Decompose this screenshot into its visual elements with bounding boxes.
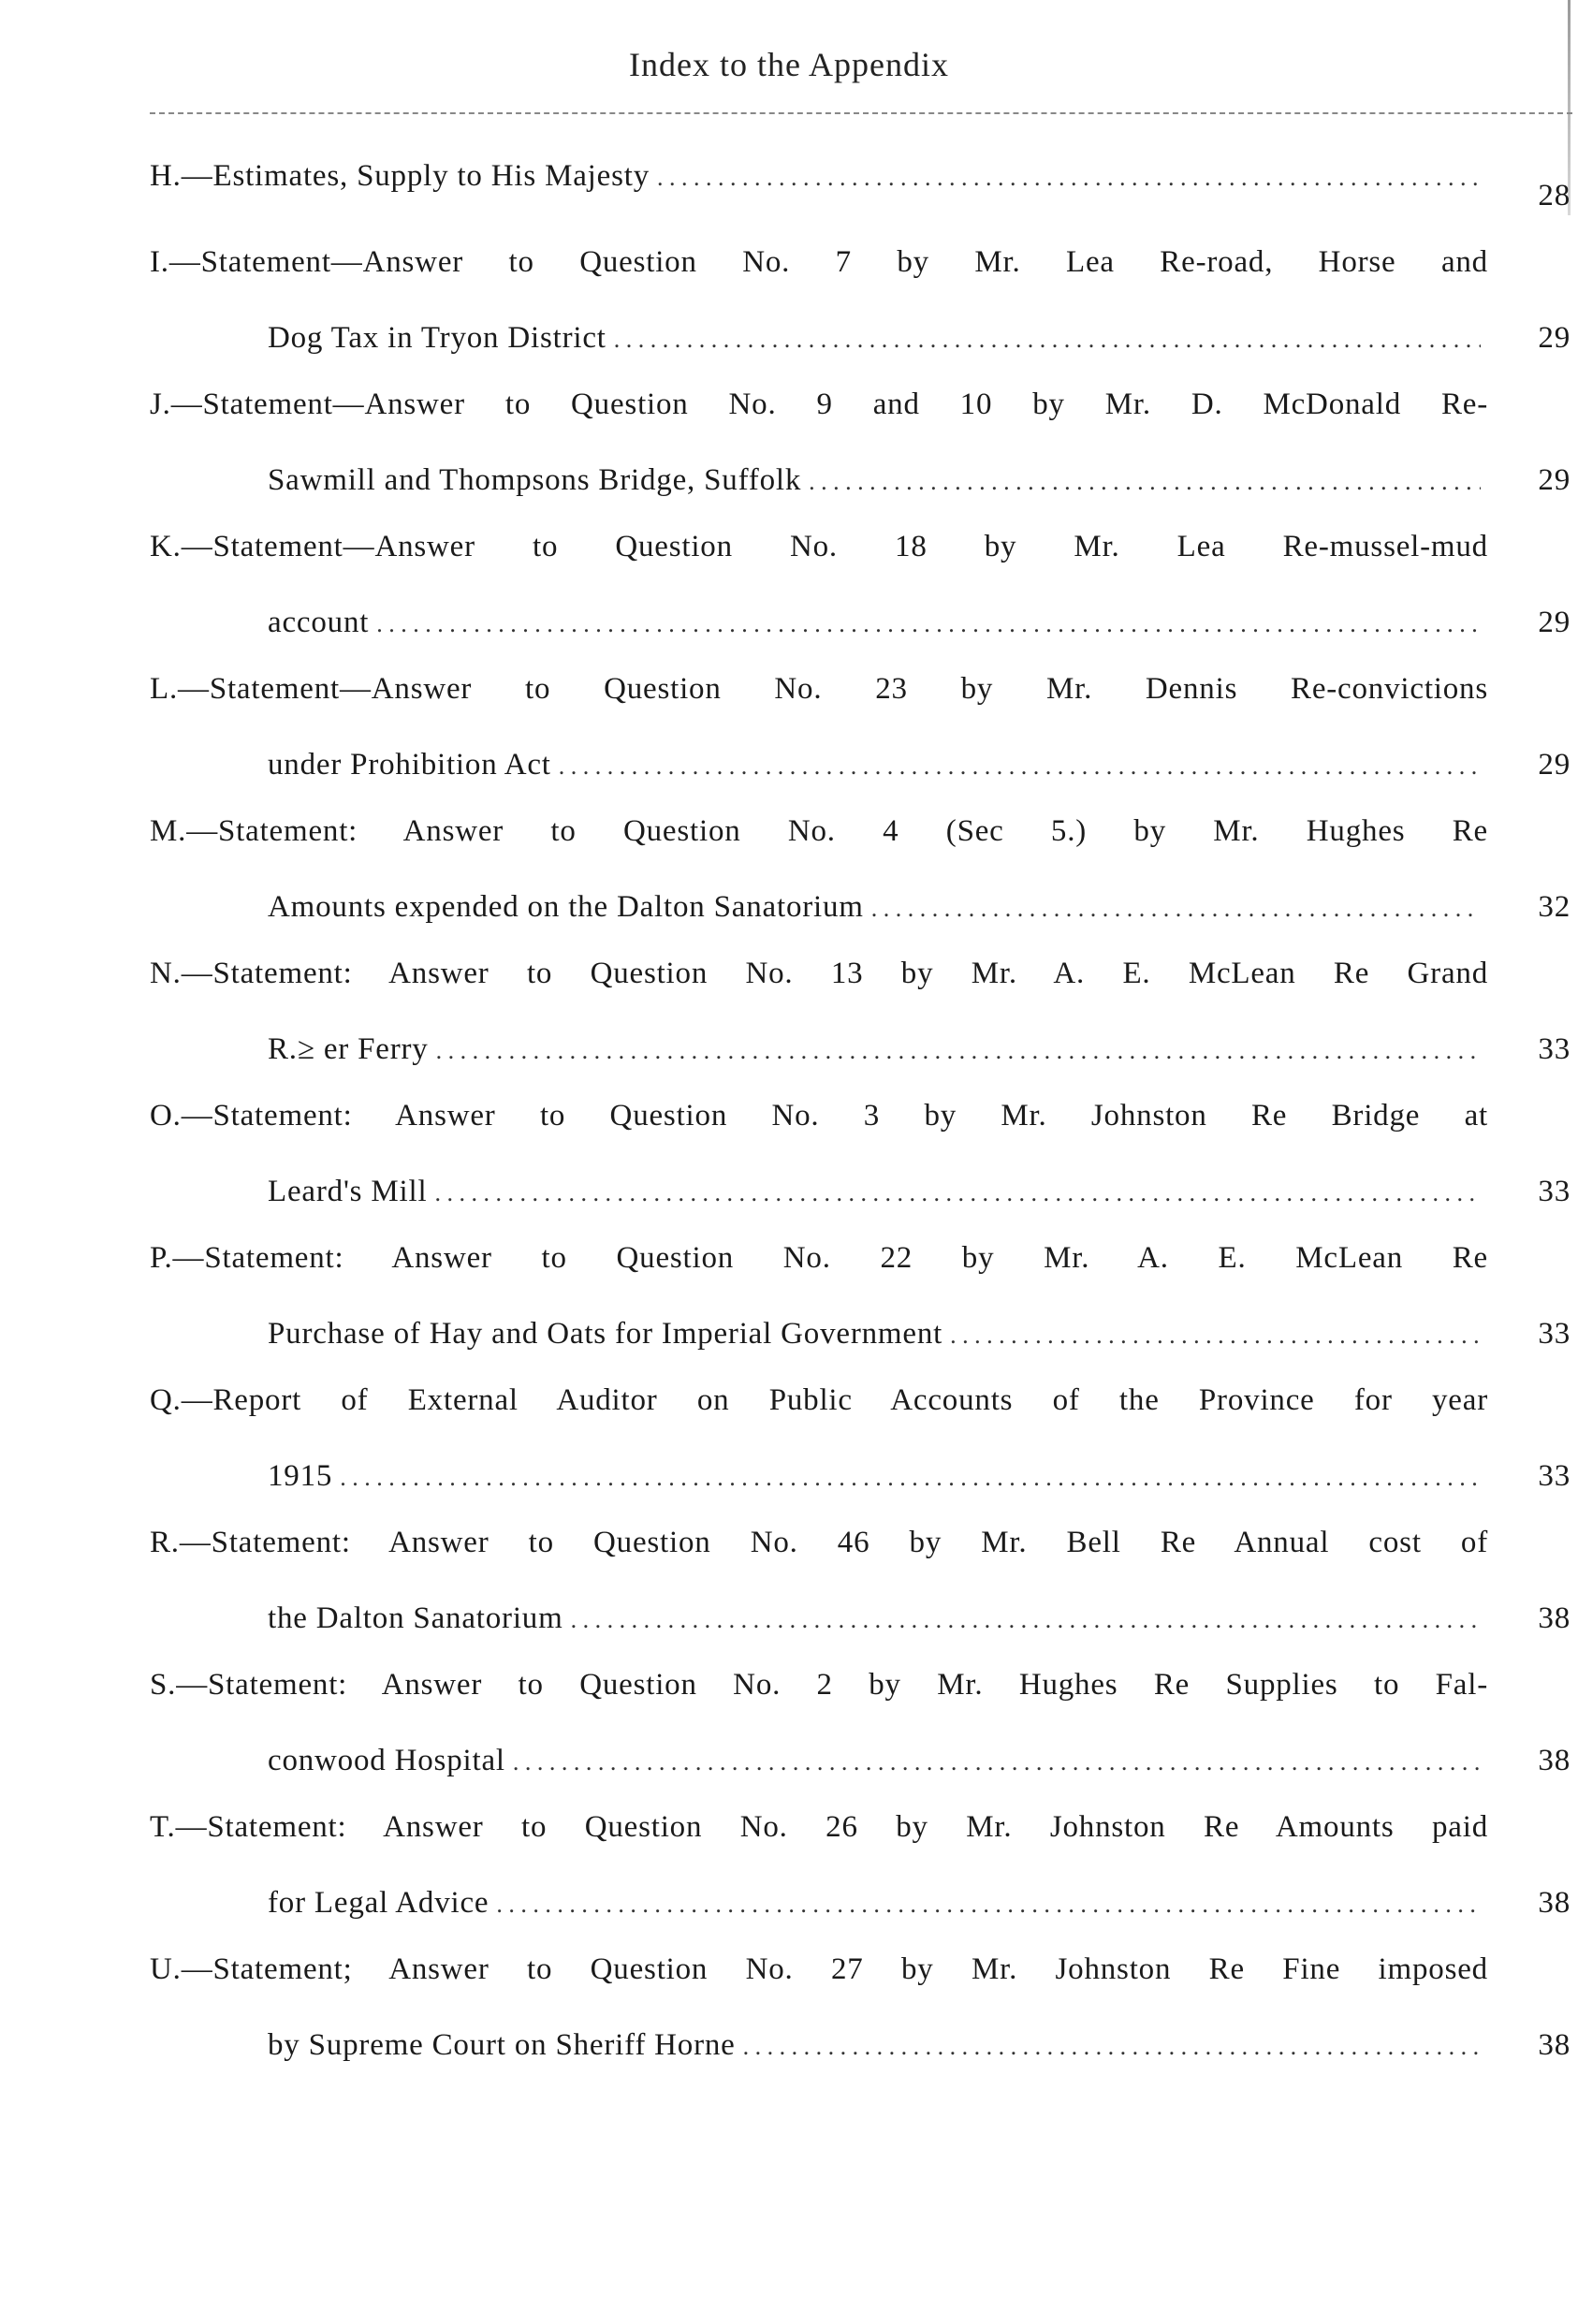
index-entry [150,1526,1571,1636]
entry-continuation-line [268,1886,1488,1921]
dot-leader [376,606,1481,640]
entry-continuation-line [268,1032,1488,1067]
index-entry [150,672,1571,782]
index-entry [150,1241,1571,1352]
dot-leader [496,1886,1481,1921]
entry-title-line2: Amounts expended on the Dalton Sanatorium [268,890,864,924]
entry-letter: H. [150,159,182,193]
entry-letter: M. [150,814,187,848]
page-number: 29 [1538,748,1571,782]
entry-title-line2: Leard's Mill [268,1175,428,1208]
entry-title-line1: —Statement—Answer to Question No. 7 by Mr. Lea Re-road, Horse and [168,245,1488,279]
index-entry [150,957,1571,1067]
index-entry [150,159,1571,213]
dot-leader [657,159,1481,194]
entry-letter: T. [150,1810,176,1844]
dot-leader [434,1175,1481,1209]
entry-heading-line [150,957,1488,991]
index-entry [150,814,1571,925]
page-number: 29 [1538,321,1571,355]
entry-title-line2: Sawmill and Thompsons Bridge, Suffolk [268,463,802,497]
entry-title-line1: —Statement: Answer to Question No. 2 by Mr. Hughes Re Supplies to Fal- [176,1668,1488,1702]
entry-continuation-line [268,1317,1488,1352]
entry-title-line1: —Statement: Answer to Question No. 3 by Mr. Johnston Re Bridge at [181,1099,1488,1133]
entry-heading-line [150,1668,1488,1703]
index-entry [150,1668,1571,1778]
entry-title-line2: account [268,606,370,639]
entry-title-line1: —Statement: Answer to Question No. 22 by Mr. A. E. McLean Re [172,1241,1488,1275]
entry-title-line1: —Statement: Answer to Question No. 46 by Mr. Bell Re Annual cost of [179,1526,1488,1559]
entry-letter: K. [150,530,182,563]
entry-title-line2: conwood Hospital [268,1744,505,1777]
page-number: 33 [1538,1175,1571,1208]
entry-title-line1: —Report of External Auditor on Public Accounts of the Province for year [181,1383,1488,1417]
entry-continuation-line [268,748,1488,782]
dot-leader [743,2028,1481,2063]
entry-heading-line [150,1383,1488,1418]
dot-leader [513,1744,1481,1778]
dot-leader [614,321,1481,356]
page-number: 28 [1538,179,1571,212]
index-entry [150,1099,1571,1209]
entry-continuation-line [268,1744,1488,1778]
entry-letter: J. [150,387,171,421]
entry-title-line1: —Statement—Answer to Question No. 9 and 10 by Mr. D. McDonald Re- [170,387,1488,421]
index-entry [150,1383,1571,1494]
page-number: 33 [1538,1459,1571,1493]
dot-leader [871,890,1481,925]
entry-title-line1: —Statement: Answer to Question No. 13 by Mr. A. E. McLean Re Grand [181,957,1488,990]
entry-letter: R. [150,1526,180,1559]
entry-letter: L. [150,672,179,706]
entry-title-line1: —Statement: Answer to Question No. 4 (Sec 5.) by Mr. Hughes Re [186,814,1488,848]
entry-heading-line [150,387,1488,422]
entry-continuation-line [268,606,1488,640]
entry-heading-line [150,1241,1488,1276]
entry-letter: O. [150,1099,182,1133]
entry-continuation-line [268,2028,1488,2063]
entry-title-line1: —Estimates, Supply to His Majesty [181,159,650,193]
entry-title-line2: Purchase of Hay and Oats for Imperial Government [268,1317,943,1351]
dot-leader [340,1459,1481,1494]
dot-leader [571,1601,1481,1636]
entry-continuation-line [268,1459,1488,1494]
page-number: 29 [1538,606,1571,639]
entry-heading-line [150,1526,1488,1560]
entry-title-line2: 1915 [268,1459,333,1493]
entry-continuation-line [268,1601,1488,1636]
entry-continuation-line [268,890,1488,925]
dot-leader [809,463,1481,498]
entry-heading-line [150,530,1488,564]
entry-title-line2: the Dalton Sanatorium [268,1601,563,1635]
entry-heading-line [150,1099,1488,1133]
page-number: 29 [1538,463,1571,497]
index-entry [150,1952,1571,2063]
entry-title-line2: R.≥ er Ferry [268,1032,429,1066]
entry-title-line2: under Prohibition Act [268,748,551,782]
page-number: 38 [1538,1886,1571,1920]
entry-heading-line [150,1810,1488,1845]
entry-letter: S. [150,1668,177,1702]
entry-title-line2: Dog Tax in Tryon District [268,321,606,355]
header-rule [150,112,1572,114]
dot-leader [559,748,1481,782]
entry-letter: U. [150,1952,182,1986]
entry-letter: Q. [150,1383,182,1417]
entry-title-line1: —Statement—Answer to Question No. 18 by Mr. Lea Re-mussel-mud [181,530,1488,563]
index-entry [150,1810,1571,1921]
entry-continuation-line [268,321,1488,356]
page-number: 33 [1538,1317,1571,1351]
entry-continuation-line [268,1175,1488,1209]
entry-heading-line [150,159,1488,194]
page-number: 33 [1538,1032,1571,1066]
page-number: 38 [1538,1601,1571,1635]
index-entry [150,387,1571,498]
index-entry [150,530,1571,640]
entry-title-line1: —Statement: Answer to Question No. 26 by Mr. Johnston Re Amounts paid [175,1810,1488,1844]
page-number: 38 [1538,1744,1571,1777]
entry-heading-line [150,1952,1488,1987]
page-number: 38 [1538,2028,1571,2062]
index-entry [150,245,1571,356]
page-number: 32 [1538,890,1571,924]
entry-title-line1: —Statement—Answer to Question No. 23 by Mr. Dennis Re-convictions [178,672,1488,706]
entry-letter: N. [150,957,182,990]
dot-leader [436,1032,1481,1067]
entry-title-line2: by Supreme Court on Sheriff Horne [268,2028,736,2062]
page-title: Index to the Appendix [629,46,949,83]
entry-heading-line [150,814,1488,849]
entry-title-line1: —Statement; Answer to Question No. 27 by Mr. Johnston Re Fine imposed [181,1952,1488,1986]
entry-letter: I. [150,245,169,279]
entry-continuation-line [268,463,1488,498]
entry-title-line2: for Legal Advice [268,1886,489,1920]
entry-heading-line [150,672,1488,707]
index-list [150,159,1571,2063]
entry-letter: P. [150,1241,173,1275]
dot-leader [950,1317,1481,1352]
entry-heading-line [150,245,1488,280]
